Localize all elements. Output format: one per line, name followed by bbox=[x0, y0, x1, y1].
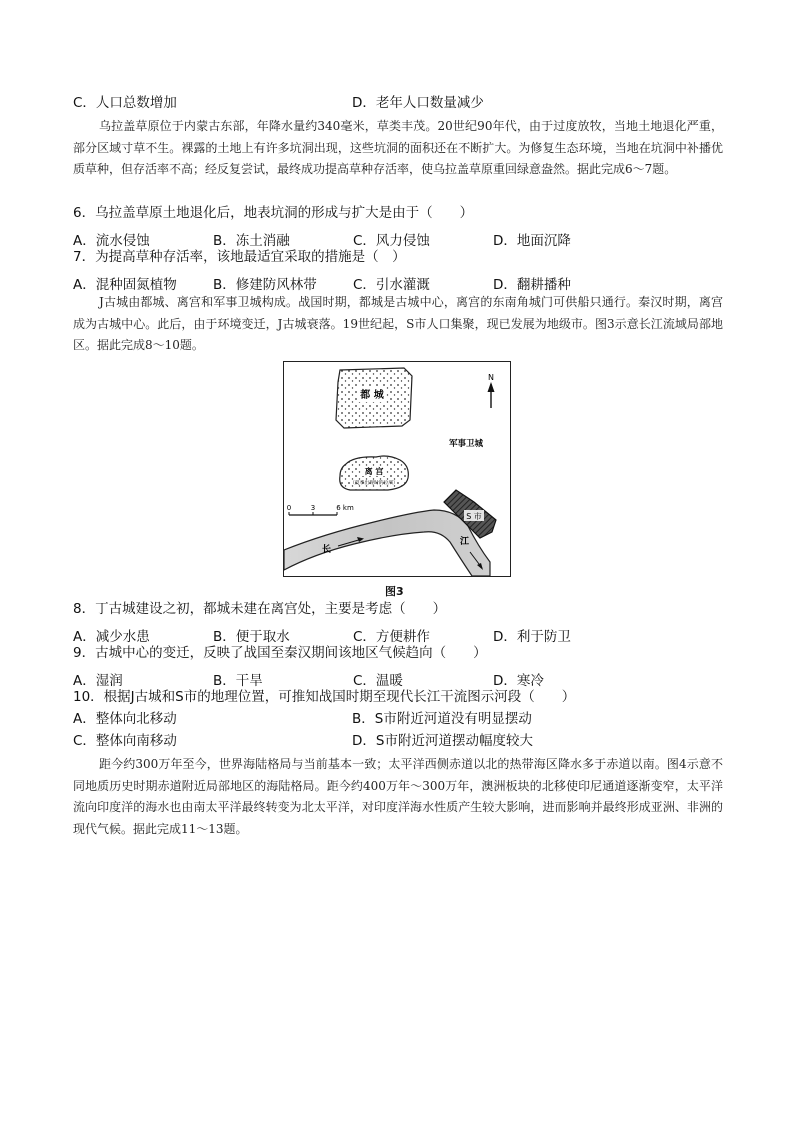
q5-option-c: C．人口总数增加 bbox=[73, 95, 177, 111]
q6-stem: 6．乌拉盖草原土地退化后，地表坑洞的形成与扩大是由于（ ） bbox=[73, 205, 474, 221]
q6-option-d: D．地面沉降 bbox=[493, 233, 571, 249]
q10-option-d: D．S市附近河道摆动幅度较大 bbox=[352, 733, 533, 749]
q8-option-c: C．方便耕作 bbox=[353, 629, 430, 645]
scale-label-0: 0 bbox=[286, 504, 292, 512]
q8-stem: 8．丁古城建设之初，都城未建在离宫处，主要是考虑（ ） bbox=[73, 601, 447, 617]
q7-option-c: C．引水灌溉 bbox=[353, 277, 430, 293]
passage-ocean: 距今约300万年至今，世界海陆格局与当前基本一致；太平洋西侧赤道以北的热带海区降水多于赤道以南。图4示意不同地质历史时期赤道附近局部地区的海陆格局。距今约400万年～300万年，澳洲板块的北移使印尼通道逐渐变窄，太平洋流向印度洋的海水也由南太平洋最终转变为北太平洋，对印度洋海水性质产生较大影响，进而影响并最终形成亚洲、非洲的现代气候。据此完成11～13题。 bbox=[73, 757, 723, 836]
military-city-label: 军事卫城 bbox=[448, 439, 484, 449]
north-arrow-icon bbox=[488, 382, 495, 408]
q9-option-c: C．温暖 bbox=[353, 673, 403, 689]
figure-3-map bbox=[283, 361, 511, 577]
palace-note: （夏季出现时的位所） bbox=[350, 481, 398, 486]
q5-option-d: D．老年人口数量减少 bbox=[352, 95, 484, 111]
q8-option-a: A．减少水患 bbox=[73, 629, 150, 645]
q7-stem: 7．为提高草种存活率，该地最适宜采取的措施是（ ） bbox=[73, 249, 406, 265]
palace-label: 离 宫 bbox=[364, 467, 384, 476]
q9-option-b: B．干旱 bbox=[213, 673, 263, 689]
q7-options bbox=[73, 273, 633, 293]
north-arrow-label: N bbox=[488, 373, 494, 382]
q7-option-b: B．修建防风林带 bbox=[213, 277, 317, 293]
q6-option-b: B．冻土消融 bbox=[213, 233, 290, 249]
q8-option-b: B．便于取水 bbox=[213, 629, 290, 645]
river-label-chang: 长 bbox=[322, 545, 332, 555]
figure-3-caption: 图3 bbox=[385, 585, 404, 598]
q9-options bbox=[73, 669, 633, 689]
q9-stem: 9．古城中心的变迁，反映了战国至秦汉期间该地区气候趋向（ ） bbox=[73, 645, 487, 661]
q7-option-a: A．混种固氮植物 bbox=[73, 277, 177, 293]
q6-option-c: C．风力侵蚀 bbox=[353, 233, 430, 249]
q10-option-b: B．S市附近河道没有明显摆动 bbox=[352, 711, 532, 727]
q10-option-a: A．整体向北移动 bbox=[73, 711, 177, 727]
q6-option-a: A．流水侵蚀 bbox=[73, 233, 150, 249]
q10-option-c: C．整体向南移动 bbox=[73, 733, 177, 749]
q8-option-d: D．利于防卫 bbox=[493, 629, 571, 645]
q7-option-d: D．翻耕播种 bbox=[493, 277, 571, 293]
q8-options bbox=[73, 625, 633, 645]
capital-city-label: 都 城 bbox=[360, 390, 384, 401]
scale-label-3: 3 bbox=[310, 504, 316, 512]
q6-options bbox=[73, 229, 633, 249]
s-city-label: S 市 bbox=[466, 512, 482, 521]
passage-j-city: J古城由都城、离宫和军事卫城构成。战国时期，都城是古城中心，离宫的东南角城门可供船只通行。秦汉时期，离宫成为古城中心。此后，由于环境变迁，J古城衰落。19世纪起，S市人口集聚，现已发展为地级市。图3示意长江流域局部地区。据此完成8～10题。 bbox=[73, 295, 723, 352]
q9-option-a: A．湿润 bbox=[73, 673, 123, 689]
q9-option-d: D．寒冷 bbox=[493, 673, 544, 689]
scale-bar bbox=[289, 512, 337, 515]
scale-label-6km: 6 km bbox=[336, 504, 354, 512]
q10-stem: 10．根据J古城和S市的地理位置，可推知战国时期至现代长江干流图示河段（ ） bbox=[73, 689, 576, 705]
passage-wulagai: 乌拉盖草原位于内蒙古东部，年降水量约340毫米，草类丰茂。20世纪90年代，由于过度放牧，当地土地退化严重，部分区域寸草不生。裸露的土地上有许多坑洞出现，这些坑洞的面积还在不断扩大。为修复生态环境，当地在坑洞中补播优质草种，但存活率不高；经反复尝试，最终成功提高草种存活率，使乌拉盖草原重回绿意盎然。据此完成6～7题。 bbox=[73, 119, 723, 176]
river-label-jiang: 江 bbox=[460, 537, 470, 547]
